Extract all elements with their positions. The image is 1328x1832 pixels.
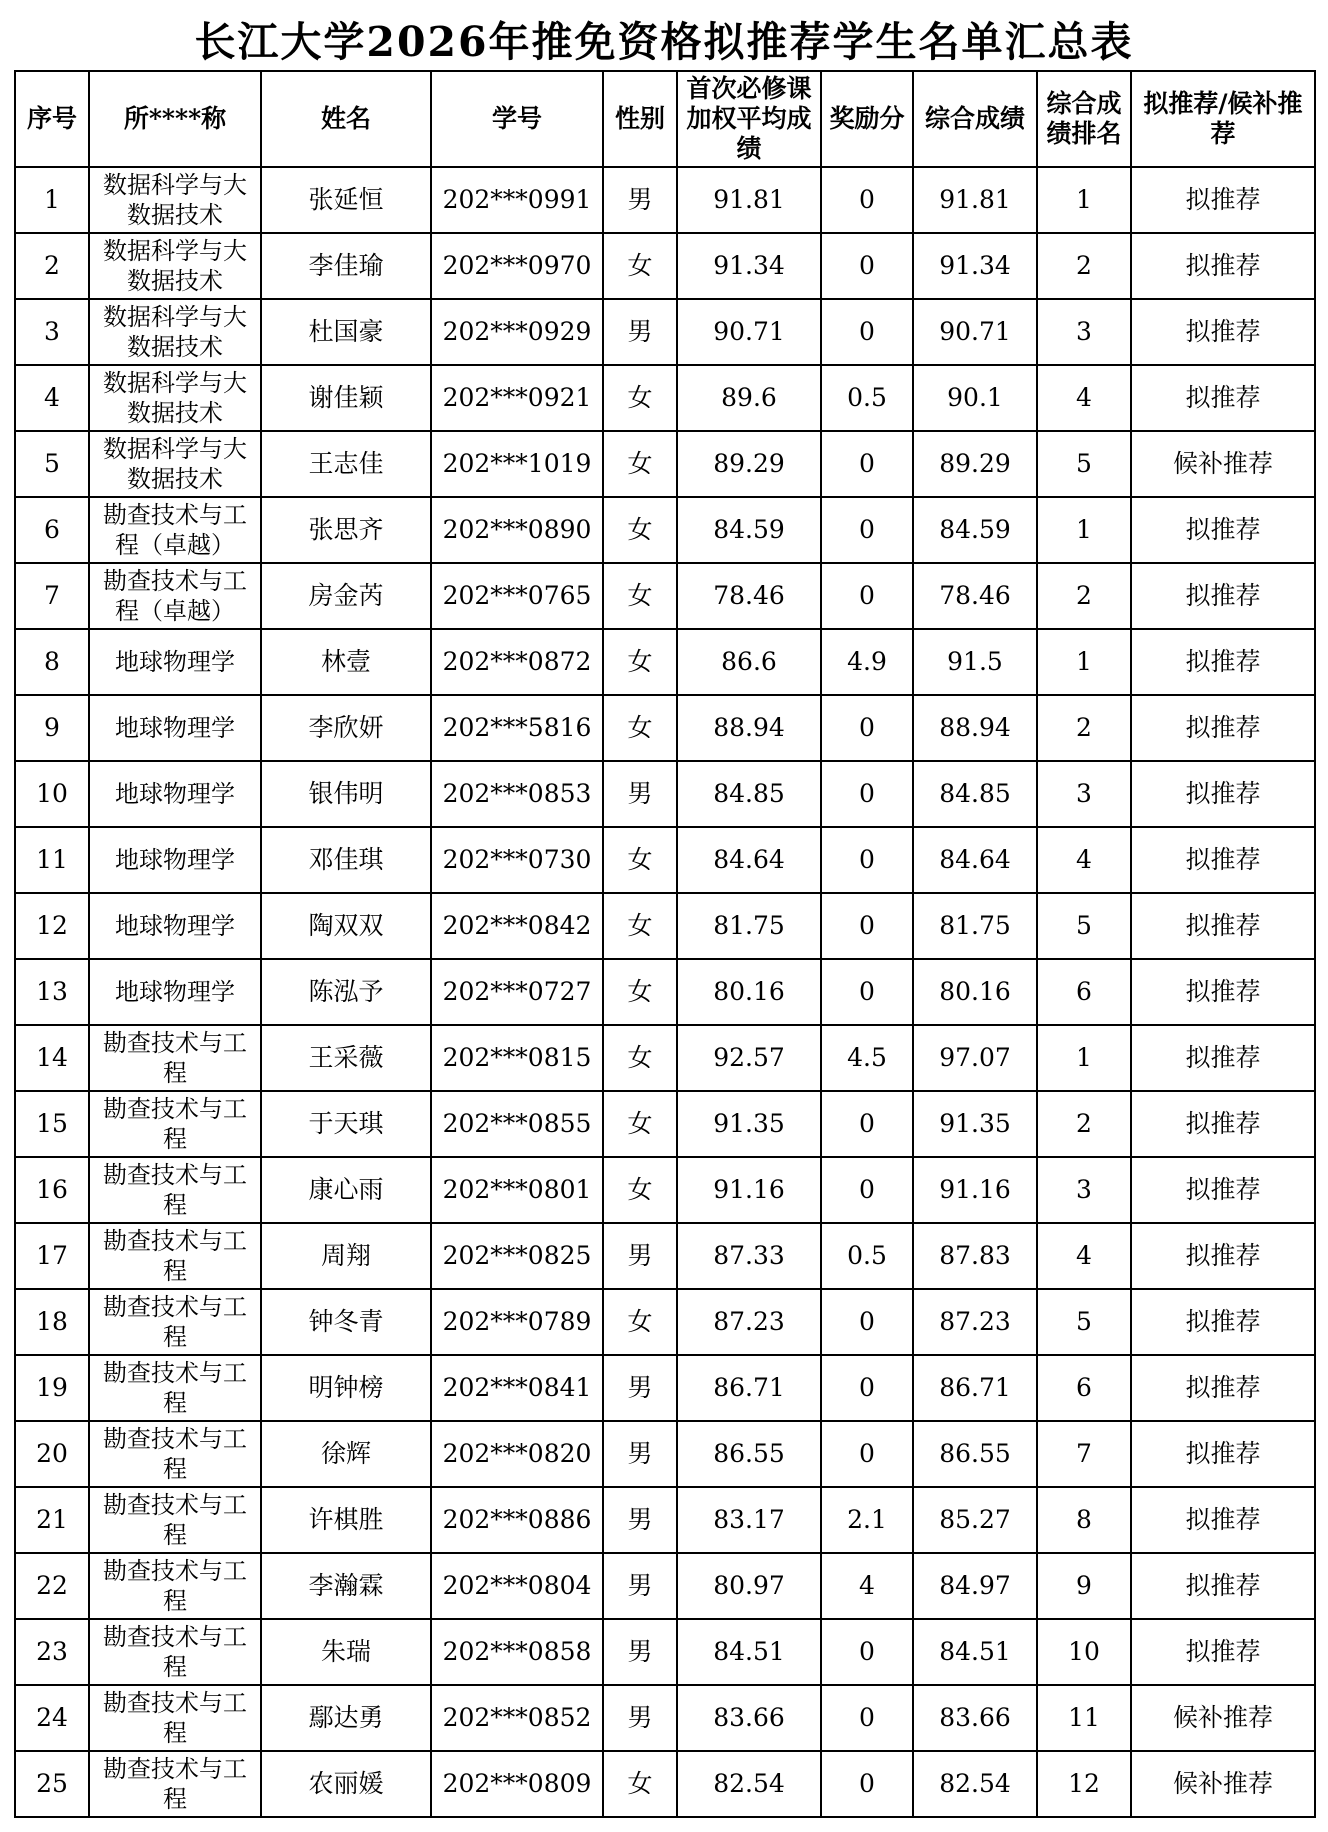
cell-index: 15 bbox=[15, 1091, 89, 1157]
cell-recommendation: 拟推荐 bbox=[1131, 299, 1315, 365]
cell-total-score: 86.71 bbox=[913, 1355, 1037, 1421]
cell-student-id: 202***0852 bbox=[431, 1685, 603, 1751]
header-rank: 综合成绩排名 bbox=[1037, 71, 1131, 167]
cell-gpa: 83.17 bbox=[677, 1487, 821, 1553]
cell-rank: 5 bbox=[1037, 893, 1131, 959]
cell-name: 朱瑞 bbox=[261, 1619, 431, 1685]
cell-rank: 9 bbox=[1037, 1553, 1131, 1619]
cell-index: 14 bbox=[15, 1025, 89, 1091]
table-row bbox=[15, 761, 1315, 827]
cell-total-score: 91.5 bbox=[913, 629, 1037, 695]
cell-rank: 5 bbox=[1037, 1289, 1131, 1355]
cell-recommendation: 拟推荐 bbox=[1131, 1157, 1315, 1223]
cell-gender: 男 bbox=[603, 1421, 677, 1487]
cell-student-id: 202***0991 bbox=[431, 167, 603, 233]
cell-gender: 女 bbox=[603, 695, 677, 761]
cell-student-id: 202***0842 bbox=[431, 893, 603, 959]
cell-gpa: 80.16 bbox=[677, 959, 821, 1025]
cell-bonus: 0 bbox=[821, 1289, 913, 1355]
cell-rank: 3 bbox=[1037, 1157, 1131, 1223]
cell-index: 17 bbox=[15, 1223, 89, 1289]
cell-student-id: 202***0855 bbox=[431, 1091, 603, 1157]
cell-total-score: 89.29 bbox=[913, 431, 1037, 497]
cell-major: 勘查技术与工程（卓越） bbox=[89, 563, 261, 629]
cell-name: 农丽媛 bbox=[261, 1751, 431, 1817]
cell-index: 23 bbox=[15, 1619, 89, 1685]
table-row bbox=[15, 959, 1315, 1025]
table-row bbox=[15, 563, 1315, 629]
cell-major: 数据科学与大数据技术 bbox=[89, 299, 261, 365]
cell-major: 地球物理学 bbox=[89, 959, 261, 1025]
cell-major: 数据科学与大数据技术 bbox=[89, 167, 261, 233]
cell-student-id: 202***0858 bbox=[431, 1619, 603, 1685]
cell-gpa: 86.6 bbox=[677, 629, 821, 695]
cell-student-id: 202***0841 bbox=[431, 1355, 603, 1421]
cell-bonus: 0 bbox=[821, 893, 913, 959]
cell-recommendation: 拟推荐 bbox=[1131, 893, 1315, 959]
cell-gender: 女 bbox=[603, 1091, 677, 1157]
cell-student-id: 202***0921 bbox=[431, 365, 603, 431]
cell-major: 勘查技术与工程 bbox=[89, 1223, 261, 1289]
cell-recommendation: 拟推荐 bbox=[1131, 1421, 1315, 1487]
table-row bbox=[15, 1619, 1315, 1685]
cell-student-id: 202***0825 bbox=[431, 1223, 603, 1289]
cell-gender: 女 bbox=[603, 629, 677, 695]
cell-bonus: 0 bbox=[821, 299, 913, 365]
cell-rank: 12 bbox=[1037, 1751, 1131, 1817]
cell-name: 于天琪 bbox=[261, 1091, 431, 1157]
table-body bbox=[15, 167, 1315, 1817]
cell-total-score: 91.16 bbox=[913, 1157, 1037, 1223]
cell-total-score: 90.71 bbox=[913, 299, 1037, 365]
cell-gpa: 90.71 bbox=[677, 299, 821, 365]
cell-student-id: 202***0886 bbox=[431, 1487, 603, 1553]
cell-recommendation: 拟推荐 bbox=[1131, 1553, 1315, 1619]
table-header bbox=[15, 71, 1315, 167]
cell-name: 张延恒 bbox=[261, 167, 431, 233]
cell-gpa: 91.34 bbox=[677, 233, 821, 299]
cell-major: 勘查技术与工程 bbox=[89, 1553, 261, 1619]
cell-bonus: 0 bbox=[821, 497, 913, 563]
cell-major: 勘查技术与工程 bbox=[89, 1619, 261, 1685]
table-row bbox=[15, 1355, 1315, 1421]
cell-index: 8 bbox=[15, 629, 89, 695]
cell-index: 20 bbox=[15, 1421, 89, 1487]
cell-name: 银伟明 bbox=[261, 761, 431, 827]
cell-total-score: 97.07 bbox=[913, 1025, 1037, 1091]
cell-rank: 5 bbox=[1037, 431, 1131, 497]
cell-gender: 男 bbox=[603, 1553, 677, 1619]
cell-bonus: 4 bbox=[821, 1553, 913, 1619]
cell-bonus: 0 bbox=[821, 1355, 913, 1421]
table-row bbox=[15, 1685, 1315, 1751]
cell-total-score: 87.23 bbox=[913, 1289, 1037, 1355]
cell-gender: 男 bbox=[603, 1619, 677, 1685]
cell-bonus: 0 bbox=[821, 563, 913, 629]
cell-student-id: 202***0872 bbox=[431, 629, 603, 695]
cell-total-score: 85.27 bbox=[913, 1487, 1037, 1553]
cell-gpa: 87.33 bbox=[677, 1223, 821, 1289]
cell-gpa: 80.97 bbox=[677, 1553, 821, 1619]
cell-recommendation: 拟推荐 bbox=[1131, 1487, 1315, 1553]
cell-student-id: 202***0727 bbox=[431, 959, 603, 1025]
cell-major: 勘查技术与工程 bbox=[89, 1157, 261, 1223]
cell-index: 4 bbox=[15, 365, 89, 431]
cell-rank: 10 bbox=[1037, 1619, 1131, 1685]
cell-gpa: 91.35 bbox=[677, 1091, 821, 1157]
cell-gpa: 84.59 bbox=[677, 497, 821, 563]
cell-major: 勘查技术与工程 bbox=[89, 1421, 261, 1487]
cell-total-score: 91.34 bbox=[913, 233, 1037, 299]
cell-index: 11 bbox=[15, 827, 89, 893]
cell-gpa: 83.66 bbox=[677, 1685, 821, 1751]
cell-name: 鄢达勇 bbox=[261, 1685, 431, 1751]
cell-rank: 1 bbox=[1037, 497, 1131, 563]
cell-rank: 2 bbox=[1037, 695, 1131, 761]
cell-name: 李欣妍 bbox=[261, 695, 431, 761]
cell-index: 7 bbox=[15, 563, 89, 629]
table-row bbox=[15, 1091, 1315, 1157]
cell-name: 康心雨 bbox=[261, 1157, 431, 1223]
document-title: 长江大学2026年推免资格拟推荐学生名单汇总表 bbox=[194, 18, 1134, 66]
cell-name: 房金芮 bbox=[261, 563, 431, 629]
table-row bbox=[15, 1157, 1315, 1223]
cell-gpa: 84.51 bbox=[677, 1619, 821, 1685]
table-row bbox=[15, 365, 1315, 431]
cell-major: 勘查技术与工程（卓越） bbox=[89, 497, 261, 563]
cell-rank: 1 bbox=[1037, 167, 1131, 233]
cell-bonus: 0 bbox=[821, 431, 913, 497]
cell-name: 林壹 bbox=[261, 629, 431, 695]
cell-name: 张思齐 bbox=[261, 497, 431, 563]
cell-rank: 2 bbox=[1037, 563, 1131, 629]
cell-recommendation: 拟推荐 bbox=[1131, 1091, 1315, 1157]
cell-gender: 女 bbox=[603, 1751, 677, 1817]
cell-gender: 男 bbox=[603, 1355, 677, 1421]
cell-recommendation: 拟推荐 bbox=[1131, 1223, 1315, 1289]
cell-gpa: 92.57 bbox=[677, 1025, 821, 1091]
cell-total-score: 83.66 bbox=[913, 1685, 1037, 1751]
cell-bonus: 0 bbox=[821, 695, 913, 761]
cell-bonus: 0 bbox=[821, 1619, 913, 1685]
cell-name: 许棋胜 bbox=[261, 1487, 431, 1553]
cell-total-score: 78.46 bbox=[913, 563, 1037, 629]
cell-recommendation: 拟推荐 bbox=[1131, 1355, 1315, 1421]
table-row bbox=[15, 1487, 1315, 1553]
cell-index: 5 bbox=[15, 431, 89, 497]
cell-student-id: 202***0809 bbox=[431, 1751, 603, 1817]
cell-recommendation: 拟推荐 bbox=[1131, 167, 1315, 233]
cell-gpa: 78.46 bbox=[677, 563, 821, 629]
cell-index: 6 bbox=[15, 497, 89, 563]
cell-total-score: 80.16 bbox=[913, 959, 1037, 1025]
cell-recommendation: 拟推荐 bbox=[1131, 695, 1315, 761]
cell-student-id: 202***5816 bbox=[431, 695, 603, 761]
cell-gpa: 91.16 bbox=[677, 1157, 821, 1223]
cell-gender: 女 bbox=[603, 959, 677, 1025]
cell-gpa: 87.23 bbox=[677, 1289, 821, 1355]
cell-recommendation: 拟推荐 bbox=[1131, 761, 1315, 827]
cell-recommendation: 拟推荐 bbox=[1131, 959, 1315, 1025]
cell-rank: 7 bbox=[1037, 1421, 1131, 1487]
cell-major: 地球物理学 bbox=[89, 695, 261, 761]
cell-rank: 3 bbox=[1037, 299, 1131, 365]
cell-bonus: 0 bbox=[821, 1157, 913, 1223]
table-row bbox=[15, 1223, 1315, 1289]
cell-major: 地球物理学 bbox=[89, 761, 261, 827]
cell-name: 陈泓予 bbox=[261, 959, 431, 1025]
cell-bonus: 0 bbox=[821, 1421, 913, 1487]
cell-name: 李佳瑜 bbox=[261, 233, 431, 299]
cell-student-id: 202***0815 bbox=[431, 1025, 603, 1091]
header-major: 所****称 bbox=[89, 71, 261, 167]
cell-rank: 4 bbox=[1037, 1223, 1131, 1289]
cell-total-score: 91.81 bbox=[913, 167, 1037, 233]
cell-student-id: 202***0970 bbox=[431, 233, 603, 299]
table-row bbox=[15, 695, 1315, 761]
cell-gender: 女 bbox=[603, 1025, 677, 1091]
header-row bbox=[15, 71, 1315, 167]
cell-bonus: 2.1 bbox=[821, 1487, 913, 1553]
cell-name: 王志佳 bbox=[261, 431, 431, 497]
cell-index: 9 bbox=[15, 695, 89, 761]
cell-name: 明钟榜 bbox=[261, 1355, 431, 1421]
cell-student-id: 202***0929 bbox=[431, 299, 603, 365]
cell-gpa: 89.6 bbox=[677, 365, 821, 431]
cell-name: 谢佳颖 bbox=[261, 365, 431, 431]
cell-total-score: 88.94 bbox=[913, 695, 1037, 761]
cell-recommendation: 拟推荐 bbox=[1131, 1289, 1315, 1355]
cell-student-id: 202***0890 bbox=[431, 497, 603, 563]
table-row bbox=[15, 233, 1315, 299]
cell-name: 邓佳琪 bbox=[261, 827, 431, 893]
cell-name: 王采薇 bbox=[261, 1025, 431, 1091]
cell-gender: 男 bbox=[603, 761, 677, 827]
cell-rank: 8 bbox=[1037, 1487, 1131, 1553]
cell-gender: 男 bbox=[603, 1487, 677, 1553]
cell-index: 24 bbox=[15, 1685, 89, 1751]
cell-total-score: 90.1 bbox=[913, 365, 1037, 431]
cell-bonus: 0 bbox=[821, 1685, 913, 1751]
cell-gender: 男 bbox=[603, 1223, 677, 1289]
cell-rank: 11 bbox=[1037, 1685, 1131, 1751]
cell-bonus: 0.5 bbox=[821, 1223, 913, 1289]
cell-total-score: 84.85 bbox=[913, 761, 1037, 827]
table-row bbox=[15, 1553, 1315, 1619]
cell-recommendation: 拟推荐 bbox=[1131, 629, 1315, 695]
cell-gpa: 81.75 bbox=[677, 893, 821, 959]
cell-recommendation: 候补推荐 bbox=[1131, 431, 1315, 497]
cell-gpa: 89.29 bbox=[677, 431, 821, 497]
table-row bbox=[15, 629, 1315, 695]
cell-name: 徐辉 bbox=[261, 1421, 431, 1487]
cell-total-score: 86.55 bbox=[913, 1421, 1037, 1487]
cell-gender: 女 bbox=[603, 497, 677, 563]
cell-major: 勘查技术与工程 bbox=[89, 1487, 261, 1553]
cell-gpa: 82.54 bbox=[677, 1751, 821, 1817]
cell-name: 钟冬青 bbox=[261, 1289, 431, 1355]
cell-gpa: 88.94 bbox=[677, 695, 821, 761]
cell-index: 22 bbox=[15, 1553, 89, 1619]
cell-student-id: 202***0765 bbox=[431, 563, 603, 629]
table-row bbox=[15, 431, 1315, 497]
cell-index: 19 bbox=[15, 1355, 89, 1421]
cell-total-score: 82.54 bbox=[913, 1751, 1037, 1817]
cell-total-score: 84.97 bbox=[913, 1553, 1037, 1619]
cell-rank: 4 bbox=[1037, 827, 1131, 893]
cell-rank: 1 bbox=[1037, 1025, 1131, 1091]
cell-total-score: 91.35 bbox=[913, 1091, 1037, 1157]
cell-major: 勘查技术与工程 bbox=[89, 1025, 261, 1091]
cell-recommendation: 候补推荐 bbox=[1131, 1751, 1315, 1817]
cell-student-id: 202***1019 bbox=[431, 431, 603, 497]
cell-rank: 3 bbox=[1037, 761, 1131, 827]
cell-rank: 6 bbox=[1037, 1355, 1131, 1421]
cell-name: 周翔 bbox=[261, 1223, 431, 1289]
cell-name: 李瀚霖 bbox=[261, 1553, 431, 1619]
cell-bonus: 0 bbox=[821, 233, 913, 299]
cell-major: 勘查技术与工程 bbox=[89, 1289, 261, 1355]
cell-gender: 男 bbox=[603, 299, 677, 365]
cell-student-id: 202***0801 bbox=[431, 1157, 603, 1223]
cell-bonus: 0 bbox=[821, 1091, 913, 1157]
cell-gpa: 86.71 bbox=[677, 1355, 821, 1421]
cell-bonus: 4.5 bbox=[821, 1025, 913, 1091]
cell-student-id: 202***0820 bbox=[431, 1421, 603, 1487]
cell-bonus: 4.9 bbox=[821, 629, 913, 695]
cell-total-score: 84.51 bbox=[913, 1619, 1037, 1685]
cell-major: 数据科学与大数据技术 bbox=[89, 365, 261, 431]
table-row bbox=[15, 1289, 1315, 1355]
cell-bonus: 0 bbox=[821, 1751, 913, 1817]
cell-gender: 男 bbox=[603, 167, 677, 233]
cell-gender: 女 bbox=[603, 893, 677, 959]
cell-index: 2 bbox=[15, 233, 89, 299]
cell-major: 地球物理学 bbox=[89, 893, 261, 959]
cell-index: 10 bbox=[15, 761, 89, 827]
cell-name: 杜国豪 bbox=[261, 299, 431, 365]
cell-major: 勘查技术与工程 bbox=[89, 1355, 261, 1421]
cell-total-score: 81.75 bbox=[913, 893, 1037, 959]
table-row bbox=[15, 497, 1315, 563]
cell-index: 25 bbox=[15, 1751, 89, 1817]
cell-gender: 女 bbox=[603, 431, 677, 497]
table-row bbox=[15, 1421, 1315, 1487]
cell-major: 勘查技术与工程 bbox=[89, 1091, 261, 1157]
cell-total-score: 87.83 bbox=[913, 1223, 1037, 1289]
header-index: 序号 bbox=[15, 71, 89, 167]
cell-major: 地球物理学 bbox=[89, 629, 261, 695]
cell-bonus: 0 bbox=[821, 761, 913, 827]
cell-rank: 2 bbox=[1037, 233, 1131, 299]
table-row bbox=[15, 299, 1315, 365]
cell-student-id: 202***0730 bbox=[431, 827, 603, 893]
cell-student-id: 202***0853 bbox=[431, 761, 603, 827]
cell-recommendation: 拟推荐 bbox=[1131, 233, 1315, 299]
cell-name: 陶双双 bbox=[261, 893, 431, 959]
cell-gender: 女 bbox=[603, 827, 677, 893]
cell-rank: 4 bbox=[1037, 365, 1131, 431]
cell-rank: 1 bbox=[1037, 629, 1131, 695]
cell-gender: 女 bbox=[603, 233, 677, 299]
header-recommendation: 拟推荐/候补推荐 bbox=[1131, 71, 1315, 167]
cell-gender: 女 bbox=[603, 563, 677, 629]
cell-total-score: 84.59 bbox=[913, 497, 1037, 563]
cell-student-id: 202***0804 bbox=[431, 1553, 603, 1619]
header-gender: 性别 bbox=[603, 71, 677, 167]
header-bonus: 奖励分 bbox=[821, 71, 913, 167]
cell-index: 21 bbox=[15, 1487, 89, 1553]
header-name: 姓名 bbox=[261, 71, 431, 167]
cell-major: 勘查技术与工程 bbox=[89, 1685, 261, 1751]
header-student-id: 学号 bbox=[431, 71, 603, 167]
cell-major: 勘查技术与工程 bbox=[89, 1751, 261, 1817]
cell-student-id: 202***0789 bbox=[431, 1289, 603, 1355]
header-total-score: 综合成绩 bbox=[913, 71, 1037, 167]
header-gpa: 首次必修课加权平均成绩 bbox=[677, 71, 821, 167]
cell-index: 1 bbox=[15, 167, 89, 233]
table-row bbox=[15, 167, 1315, 233]
cell-gpa: 84.64 bbox=[677, 827, 821, 893]
cell-recommendation: 拟推荐 bbox=[1131, 563, 1315, 629]
cell-bonus: 0.5 bbox=[821, 365, 913, 431]
cell-recommendation: 拟推荐 bbox=[1131, 497, 1315, 563]
cell-recommendation: 拟推荐 bbox=[1131, 1025, 1315, 1091]
cell-recommendation: 拟推荐 bbox=[1131, 1619, 1315, 1685]
cell-major: 数据科学与大数据技术 bbox=[89, 233, 261, 299]
table-row bbox=[15, 1025, 1315, 1091]
cell-major: 地球物理学 bbox=[89, 827, 261, 893]
cell-index: 16 bbox=[15, 1157, 89, 1223]
cell-gpa: 91.81 bbox=[677, 167, 821, 233]
cell-rank: 2 bbox=[1037, 1091, 1131, 1157]
cell-index: 3 bbox=[15, 299, 89, 365]
table-row bbox=[15, 893, 1315, 959]
cell-gender: 女 bbox=[603, 365, 677, 431]
cell-index: 13 bbox=[15, 959, 89, 1025]
table-row bbox=[15, 827, 1315, 893]
cell-major: 数据科学与大数据技术 bbox=[89, 431, 261, 497]
cell-gender: 女 bbox=[603, 1289, 677, 1355]
recommendation-table bbox=[14, 70, 1316, 1818]
cell-recommendation: 拟推荐 bbox=[1131, 827, 1315, 893]
cell-recommendation: 拟推荐 bbox=[1131, 365, 1315, 431]
cell-index: 18 bbox=[15, 1289, 89, 1355]
cell-gender: 女 bbox=[603, 1157, 677, 1223]
table-row bbox=[15, 1751, 1315, 1817]
cell-bonus: 0 bbox=[821, 827, 913, 893]
cell-rank: 6 bbox=[1037, 959, 1131, 1025]
cell-total-score: 84.64 bbox=[913, 827, 1037, 893]
cell-bonus: 0 bbox=[821, 959, 913, 1025]
cell-gpa: 84.85 bbox=[677, 761, 821, 827]
cell-index: 12 bbox=[15, 893, 89, 959]
cell-gender: 男 bbox=[603, 1685, 677, 1751]
cell-recommendation: 候补推荐 bbox=[1131, 1685, 1315, 1751]
cell-bonus: 0 bbox=[821, 167, 913, 233]
cell-gpa: 86.55 bbox=[677, 1421, 821, 1487]
